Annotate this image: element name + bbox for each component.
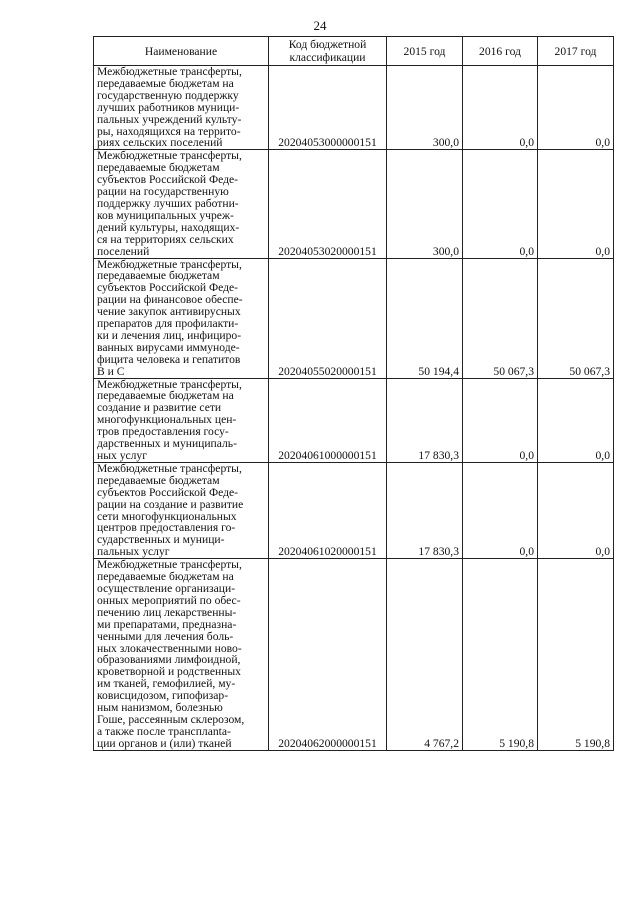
row-code: 20204062000000151 (269, 559, 387, 751)
row-code: 20204053020000151 (269, 150, 387, 258)
row-2015: 300,0 (387, 150, 463, 258)
header-2015: 2015 год (387, 37, 463, 66)
row-code: 20204055020000151 (269, 258, 387, 378)
table-row (94, 462, 614, 558)
table-row (94, 66, 614, 150)
row-code: 20204053000000151 (269, 66, 387, 150)
table-row (94, 258, 614, 378)
row-name: Межбюджетные трансферты, передаваемые бюджетам субъектов Российской Феде- рации на создание и развитие сети многофункциональных центров предоставления го- сударственных и муници- пальных услуг (94, 462, 269, 558)
table-row (94, 150, 614, 258)
table-row (94, 559, 614, 751)
row-name: Межбюджетные трансферты, передаваемые бюджетам субъектов Российской Феде- рации на государственную поддержку лучших работни- ков муниципальных учреж- дений культуры, находящих- ся на территориях сельских поселений (94, 150, 269, 258)
row-code: 20204061000000151 (269, 378, 387, 462)
row-name: Межбюджетные трансферты, передаваемые бюджетам субъектов Российской Феде- рации на финансовое обеспе- чение закупок антивирусных препаратов для профилакти- ки и лечения лиц, инфициро- ванных вирусами иммуноде- фицита человека и гепатитов В и С (94, 258, 269, 378)
budget-table (93, 36, 614, 751)
row-2017: 50 067,3 (538, 258, 614, 378)
row-2016: 5 190,8 (463, 559, 538, 751)
row-name: Межбюджетные трансферты, передаваемые бюджетам на создание и развитие сети многофункциональных цен- тров предоставления госу- дарственных и муниципаль- ных услуг (94, 378, 269, 462)
row-2017: 0,0 (538, 378, 614, 462)
row-2015: 4 767,2 (387, 559, 463, 751)
row-2016: 0,0 (463, 66, 538, 150)
row-2016: 0,0 (463, 378, 538, 462)
row-2017: 0,0 (538, 150, 614, 258)
row-code: 20204061020000151 (269, 462, 387, 558)
header-2017: 2017 год (538, 37, 614, 66)
row-2016: 0,0 (463, 150, 538, 258)
row-2015: 17 830,3 (387, 378, 463, 462)
row-name: Межбюджетные трансферты, передаваемые бюджетам на государственную поддержку лучших работников муници- пальных учреждений культу- ры, находящихся на террито- риях сельских поселений (94, 66, 269, 150)
row-name: Межбюджетные трансферты, передаваемые бюджетам на осуществление организаци- онных мероприятий по обес- печению лиц лекарственны- ми препаратами, предназна- ченными для лечения боль- ных злокачественными ново- образованиями лимфоидной, кроветворной и родственных им тканей, гемофилией, му- ковисцидозом, гипофизар- ным нанизмом, болезнью Гоше, рассеянным склерозом, а также после трансплanta- ции органов и (или) тканей (94, 559, 269, 751)
header-code: Код бюджетной классификации (269, 37, 387, 66)
row-2015: 17 830,3 (387, 462, 463, 558)
row-2017: 0,0 (538, 462, 614, 558)
page-number: 24 (313, 18, 327, 33)
row-2017: 5 190,8 (538, 559, 614, 751)
row-2017: 0,0 (538, 66, 614, 150)
row-2016: 50 067,3 (463, 258, 538, 378)
header-name: Наименование (94, 37, 269, 66)
table-header-row (94, 37, 614, 66)
row-2015: 300,0 (387, 66, 463, 150)
row-2015: 50 194,4 (387, 258, 463, 378)
table-row (94, 378, 614, 462)
header-2016: 2016 год (463, 37, 538, 66)
row-2016: 0,0 (463, 462, 538, 558)
